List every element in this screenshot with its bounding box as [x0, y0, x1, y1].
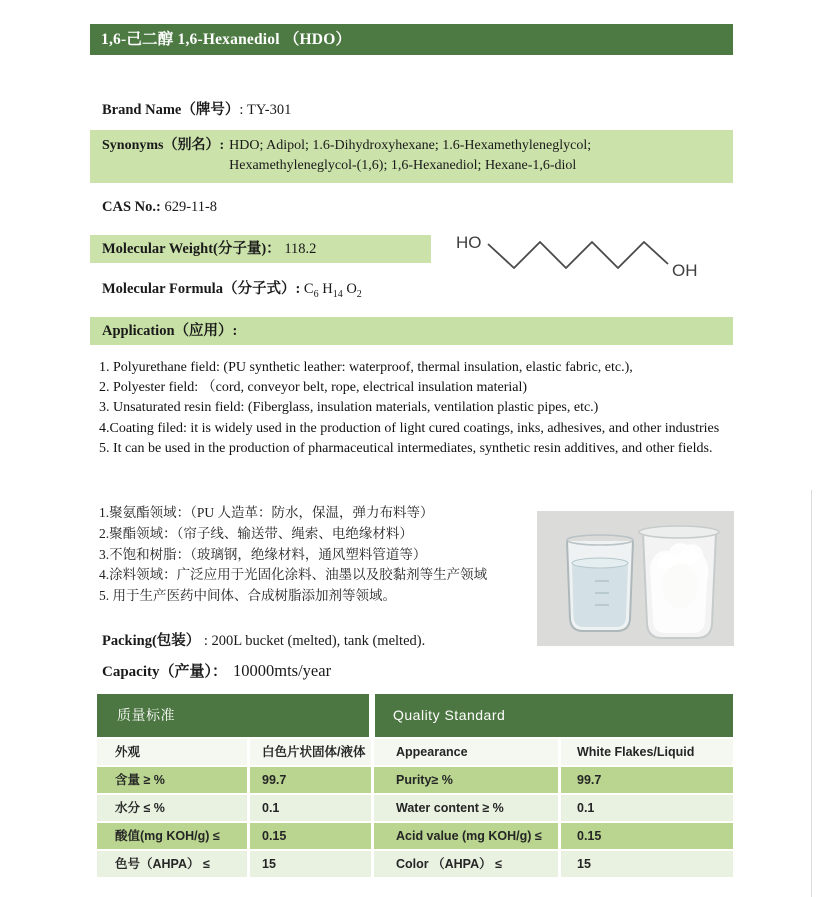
liquid-beaker-image — [567, 535, 633, 631]
row-cn-name: 水分 ≤ % — [97, 795, 247, 821]
molecular-formula-label: Molecular Formula（分子式）: — [102, 281, 304, 297]
capacity-value: 10000mts/year — [233, 661, 332, 680]
row-en-name: Purity≥ % — [374, 767, 558, 793]
row-cn-value: 0.15 — [250, 823, 371, 849]
row-cn-name: 色号（AHPA） ≤ — [97, 851, 247, 877]
formula-o: O — [346, 281, 357, 297]
molecular-weight-box — [90, 235, 431, 263]
row-en-value: White Flakes/Liquid — [561, 739, 733, 765]
application-en-item: 2. Polyester field: （cord, conveyor belt, rope, electrical insulation material) — [99, 380, 528, 396]
carbon-chain-bond-lines — [488, 242, 668, 268]
chemical-structure-image — [452, 226, 707, 291]
table-row — [97, 851, 733, 877]
application-section-header: Application（应用）: — [90, 317, 733, 345]
row-cn-value: 15 — [250, 851, 371, 877]
row-en-name: Appearance — [374, 739, 558, 765]
cas-line — [102, 199, 217, 216]
brand-name-label: Brand Name（牌号） — [102, 102, 240, 118]
table-row — [97, 767, 733, 793]
row-en-name: Color （AHPA） ≤ — [374, 851, 558, 877]
molecular-weight-value: 118.2 — [284, 241, 317, 257]
formula-h: H — [322, 281, 333, 297]
row-cn-name: 含量 ≥ % — [97, 767, 247, 793]
row-cn-name: 外观 — [97, 739, 247, 765]
application-cn-item: 1.聚氨酯领域：（PU 人造革：防水，保温，弹力布料等） — [99, 505, 434, 520]
structure-ho-label: HO — [456, 233, 482, 252]
packing-line — [102, 629, 425, 650]
brand-name-value: : TY-301 — [239, 102, 292, 118]
application-en-item: 1. Polyurethane field: (PU synthetic leather: waterproof, thermal insulation, elastic fabric, etc.), — [99, 360, 633, 375]
formula-c-sub: 6 — [313, 288, 319, 300]
quality-standard-table — [97, 694, 733, 877]
brand-name-line — [102, 98, 291, 119]
flakes-beaker-image — [639, 526, 719, 638]
application-en-item: 4.Coating filed: it is widely used in the production of light cured coatings, inks, adhesives, and other industries — [99, 420, 720, 436]
synonyms-line1: HDO; Adipol; 1.6-Dihydroxyhexane; 1.6-Hexamethyleneglycol; — [229, 138, 592, 153]
synonyms-line2: Hexamethyleneglycol-(1,6); 1,6-Hexanediol; Hexane-1,6-diol — [229, 158, 577, 173]
synonyms-box — [90, 130, 733, 183]
application-cn-item: 5. 用于生产医药中间体、合成树脂添加剂等领域。 — [99, 588, 396, 604]
capacity-line — [102, 660, 331, 681]
applications-english-list — [99, 358, 728, 459]
synonyms-label: Synonyms（别名）: — [102, 138, 225, 153]
cas-value: 629-11-8 — [160, 199, 218, 215]
molecular-formula-line — [102, 277, 362, 300]
row-cn-value: 0.1 — [250, 795, 371, 821]
table-header-en: Quality Standard — [375, 694, 733, 737]
product-sample-photo — [537, 511, 734, 646]
table-header-cn: 质量标准 — [97, 694, 369, 737]
formula-c: C — [303, 281, 314, 297]
row-en-value: 15 — [561, 851, 733, 877]
packing-value: : 200L bucket (melted), tank (melted). — [200, 633, 426, 649]
table-header-row — [97, 694, 733, 737]
page-edge-divider — [811, 490, 812, 897]
capacity-label: Capacity（产量）： — [102, 664, 227, 680]
page-title: 1,6-己二醇 1,6-Hexanediol （HDO） — [90, 24, 733, 55]
row-cn-name: 酸值(mg KOH/g) ≤ — [97, 823, 247, 849]
row-en-value: 99.7 — [561, 767, 733, 793]
cas-label: CAS No.: — [102, 199, 161, 215]
row-en-name: Acid value (mg KOH/g) ≤ — [374, 823, 558, 849]
structure-oh-label: OH — [672, 261, 698, 280]
application-en-item: 3. Unsaturated resin field: (Fiberglass, insulation materials, ventilation plastic pipes, etc.) — [99, 400, 599, 416]
applications-chinese-list — [99, 503, 549, 607]
formula-o-sub: 2 — [356, 288, 362, 300]
molecular-weight-label: Molecular Weight(分子量)： — [102, 241, 281, 257]
packing-label: Packing(包装） — [102, 633, 201, 649]
row-cn-value: 白色片状固体/液体 — [250, 739, 371, 765]
table-row — [97, 823, 733, 849]
application-cn-item: 2.聚酯领域：（帘子线、输送带、绳索、电绝缘材料） — [99, 525, 413, 541]
row-en-name: Water content ≥ % — [374, 795, 558, 821]
table-row — [97, 739, 733, 765]
row-cn-value: 99.7 — [250, 767, 371, 793]
table-row — [97, 795, 733, 821]
formula-h-sub: 14 — [332, 288, 343, 300]
application-cn-item: 3.不饱和树脂：（玻璃钢，绝缘材料，通风塑料管道等） — [99, 546, 427, 562]
row-en-value: 0.1 — [561, 795, 733, 821]
application-cn-item: 4.涂料领域：广泛应用于光固化涂料、油墨以及胶黏剂等生产领域 — [99, 567, 488, 583]
synonyms-text — [229, 136, 591, 183]
row-en-value: 0.15 — [561, 823, 733, 849]
application-en-item: 5. It can be used in the production of pharmaceutical intermediates, synthetic resin additives, and other fields. — [99, 440, 713, 456]
